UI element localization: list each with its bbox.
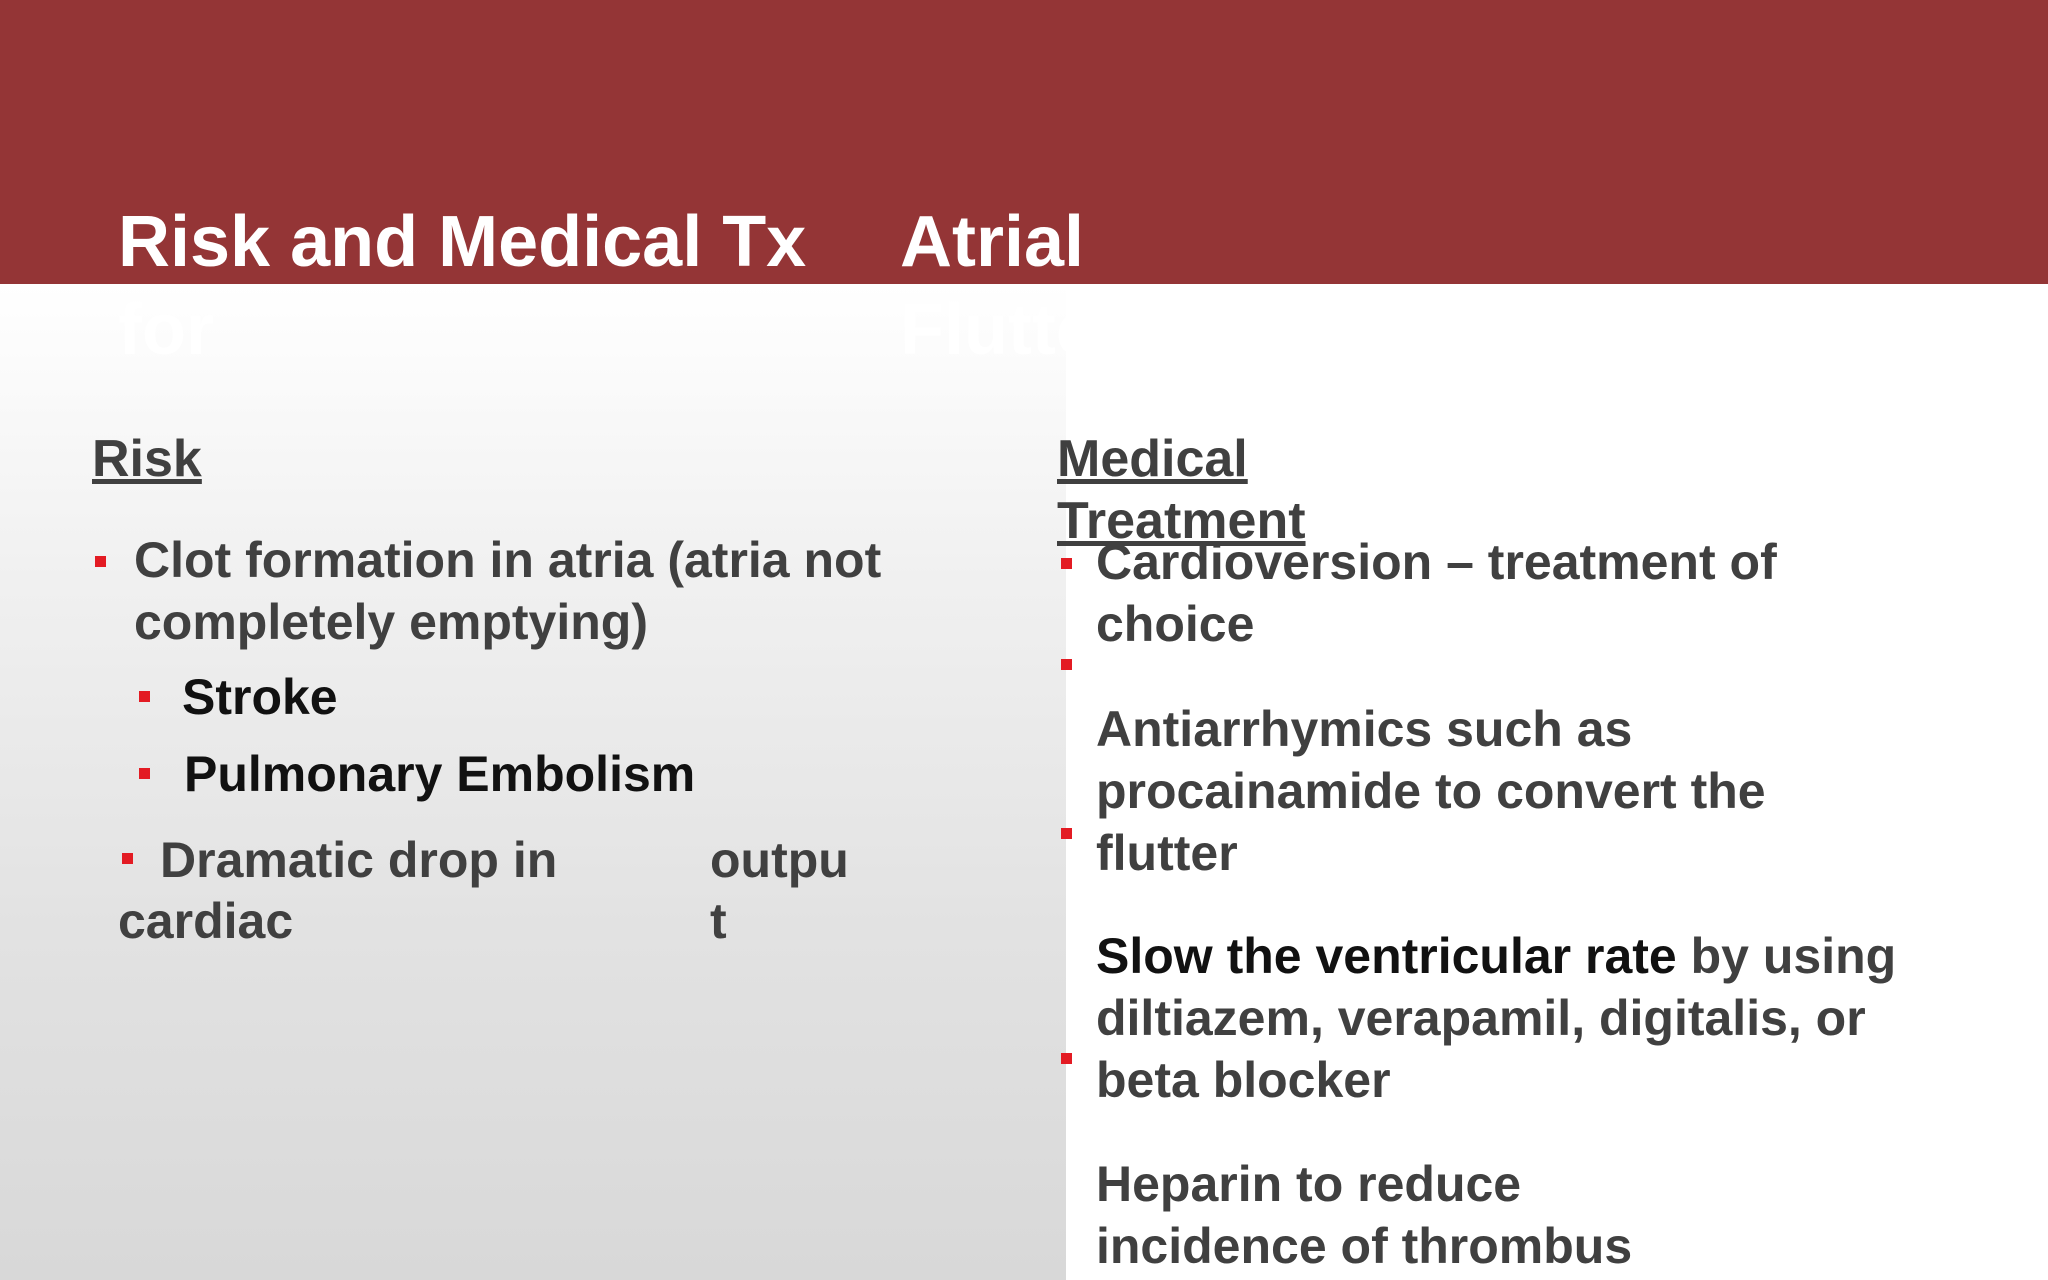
bullet-icon xyxy=(139,691,150,702)
treatment-item xyxy=(1096,698,1766,884)
treatment-item xyxy=(1096,925,1896,1111)
risk-item: t xyxy=(710,893,727,949)
item-line: Antiarrhymics such as xyxy=(1096,701,1633,757)
bullet-icon xyxy=(1061,1053,1072,1064)
heading-line: Treatment xyxy=(1057,492,1306,550)
risk-item: Dramatic drop in xyxy=(160,832,558,888)
item-line: diltiazem, verapamil, digitalis, or xyxy=(1096,990,1866,1046)
item-line: incidence of thrombus xyxy=(1096,1218,1633,1274)
item-line: Heparin to reduce xyxy=(1096,1156,1522,1212)
item-line: completely emptying) xyxy=(134,594,648,650)
item-line: beta blocker xyxy=(1096,1052,1391,1108)
bullet-icon xyxy=(1061,828,1072,839)
title-line: Risk and Medical Tx xyxy=(118,202,807,282)
slide-title-part1 xyxy=(118,198,806,374)
risk-item: cardiac xyxy=(118,893,294,949)
title-line: Flutter xyxy=(900,290,1124,370)
risk-heading: Risk xyxy=(92,430,202,488)
item-line: flutter xyxy=(1096,825,1238,881)
title-line: for xyxy=(118,290,214,370)
slide-title-part2 xyxy=(900,198,1124,374)
bullet-icon xyxy=(122,853,133,864)
item-line: by using xyxy=(1676,928,1897,984)
treatment-item xyxy=(1096,1153,1632,1277)
heading-line: Medical xyxy=(1057,430,1248,488)
risk-subitem: Pulmonary Embolism xyxy=(184,746,696,802)
bullet-icon xyxy=(139,768,150,779)
bullet-icon xyxy=(1061,659,1072,670)
bullet-icon xyxy=(95,556,106,567)
item-line: choice xyxy=(1096,596,1255,652)
risk-item xyxy=(134,529,881,653)
title-line: Atrial xyxy=(900,202,1085,282)
item-line: Cardioversion – treatment of xyxy=(1096,534,1777,590)
risk-subitem: Stroke xyxy=(182,669,338,725)
treatment-item xyxy=(1096,531,1777,655)
item-line: Clot formation in atria (atria not xyxy=(134,532,882,588)
bullet-icon xyxy=(1061,558,1072,569)
item-emphasis: Slow the ventricular rate xyxy=(1096,928,1677,984)
item-line: procainamide to convert the xyxy=(1096,763,1766,819)
risk-item: outpu xyxy=(710,832,849,888)
